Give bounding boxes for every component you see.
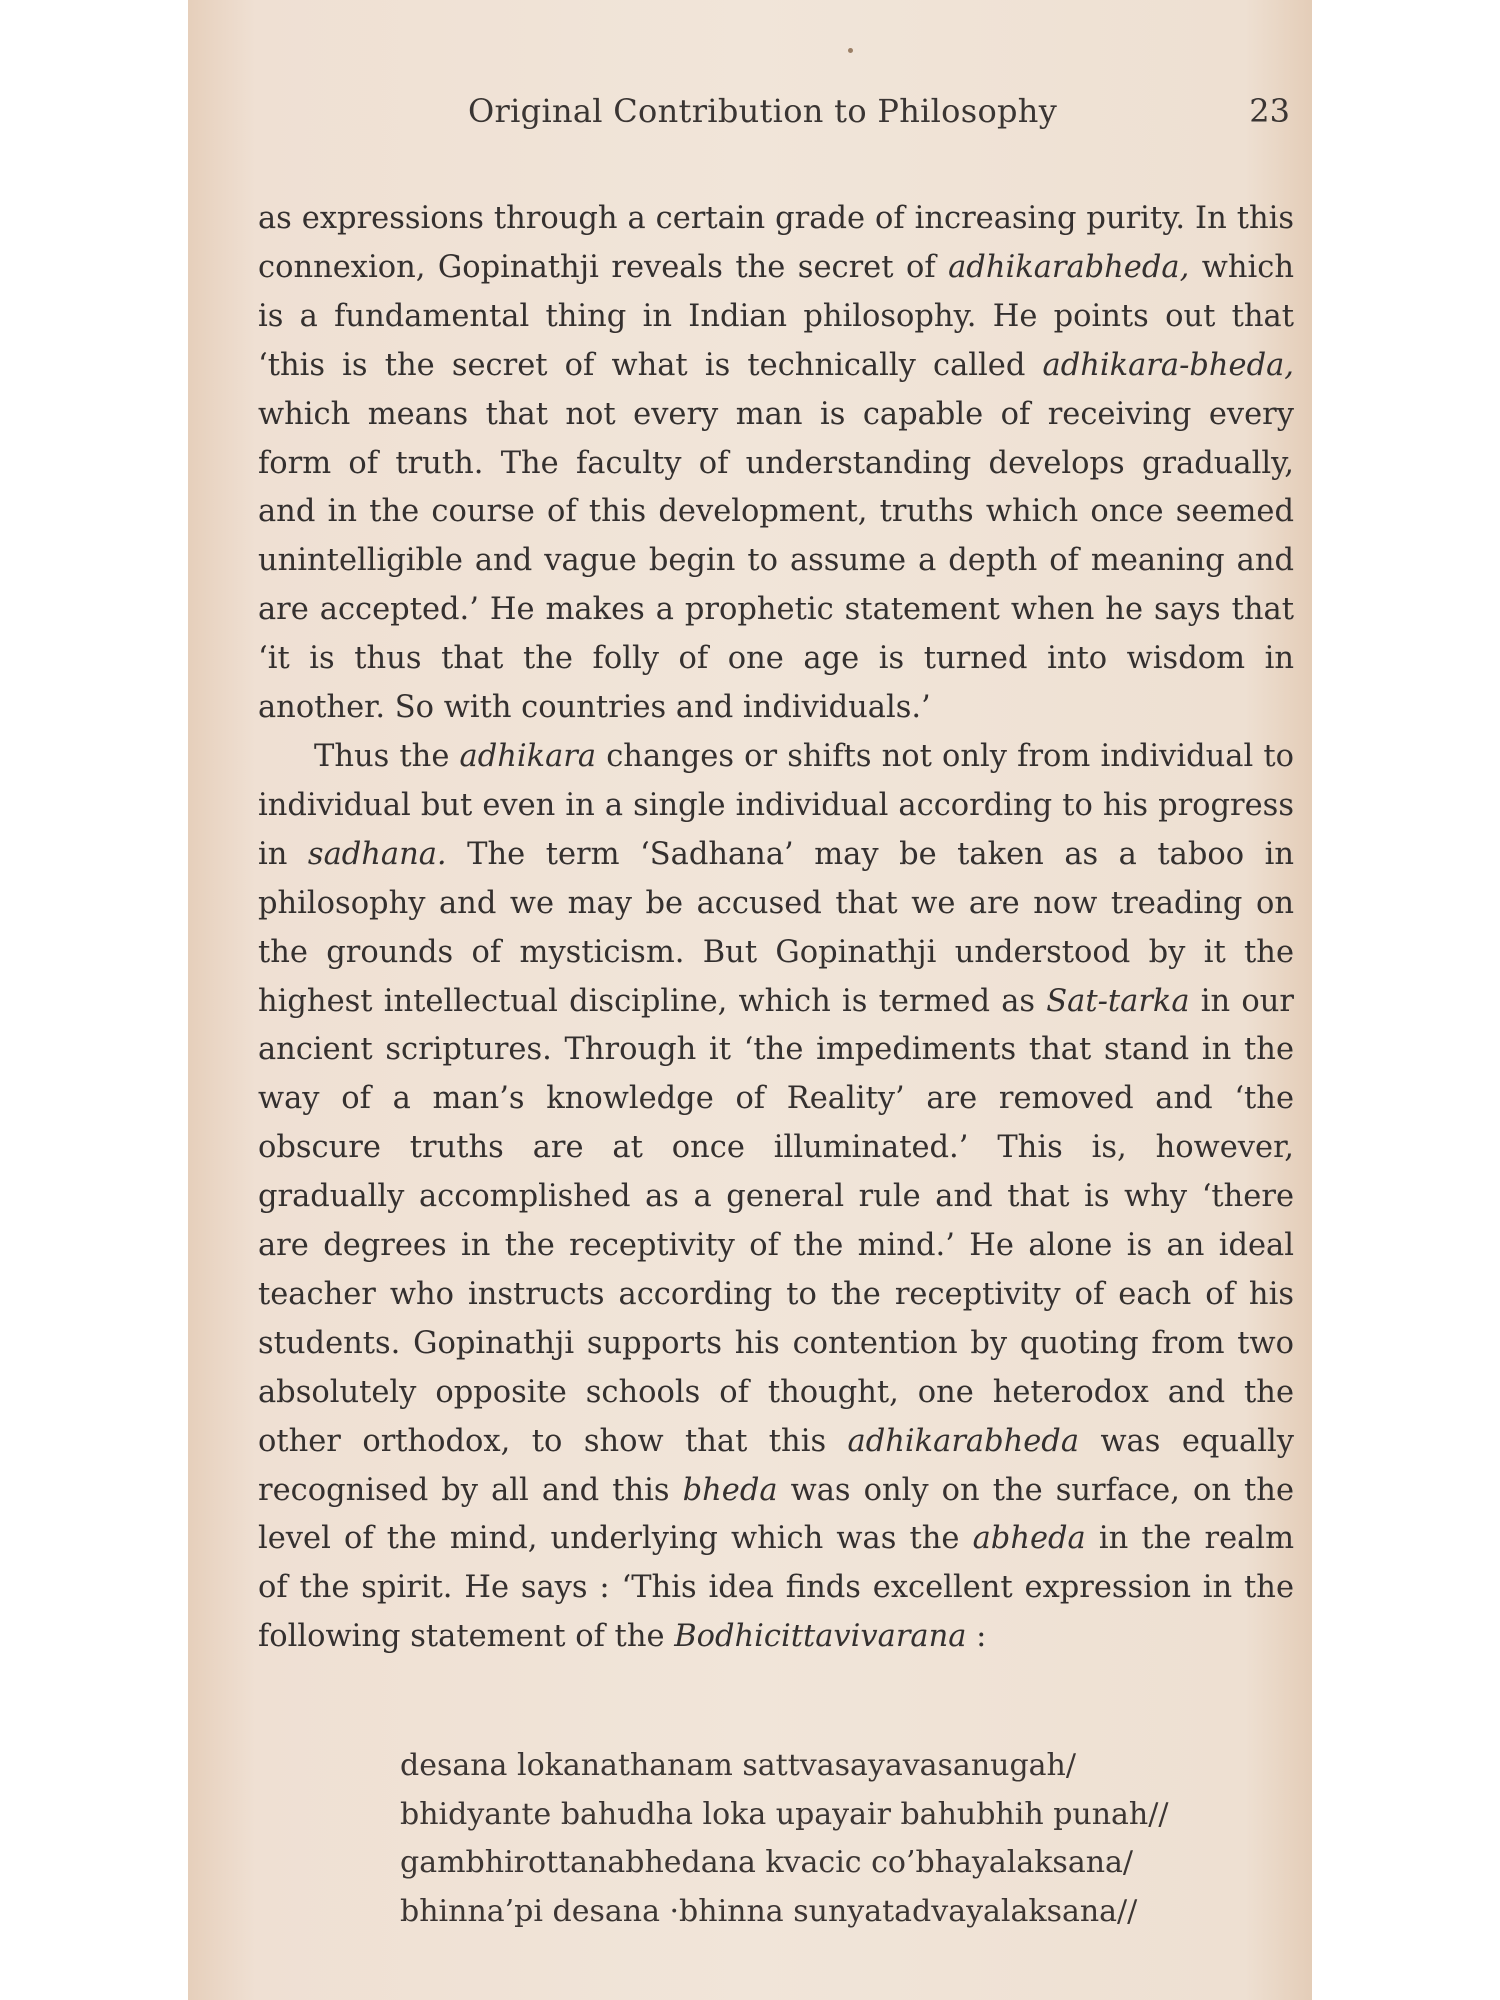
text-run: in the realm of the spirit. He says : ‘This idea finds excellent expression in the following statement of the [258, 1521, 1294, 1655]
page-header [188, 92, 1312, 136]
text-run: in our ancient scriptures. Through it ‘the impediments that stand in the way of a man’s knowledge of Reality’ are removed and ‘the obscure truths are at once illuminated.’ This is, however, gradually accomplished as a general rule and that is why ‘there are degrees in the receptivity of the mind.’ He alone is an ideal teacher who instructs according to the receptivity of each of his students. Gopinathji supports his contention by quoting from two absolutely opposite schools of thought, one heterodox and the other orthodox, to show that this [258, 983, 1294, 1459]
italic-term: adhikara-bheda, [1042, 347, 1294, 383]
text-run: : [966, 1619, 987, 1655]
paper-speck [848, 48, 853, 53]
paragraph-1 [258, 195, 1294, 733]
text-run: as expressions through a certain grade of increasing purity. In this connexion, Gopinathji reveals the secret of [258, 201, 1294, 285]
italic-term: sadhana. [307, 836, 447, 872]
italic-term: adhikara [459, 738, 597, 774]
body-text [258, 195, 1294, 1662]
text-run: changes or shifts not only from individual to individual but even in a single individual according to his progress in [258, 738, 1294, 872]
page-number: 23 [1249, 92, 1290, 130]
italic-term: bheda [682, 1472, 778, 1508]
text-run: The term ‘Sadhana’ may be taken as a taboo in philosophy and we may be accused that we are now treading on the grounds of mysticism. But Gopinathji understood by it the highest intellectual discipline, which is termed as [258, 836, 1294, 1019]
running-title: Original Contribution to Philosophy [468, 92, 1058, 130]
verse-line: gambhirottanabhedana kvacic co’bhayalaksana/ [400, 1845, 1134, 1880]
text-run: Thus the [314, 738, 460, 774]
text-run: was equally recognised by all and this [258, 1423, 1294, 1508]
verse-line: bhinna’pi desana ·bhinna sunyatadvayalaksana// [400, 1893, 1138, 1929]
text-run: which is a fundamental thing in Indian philosophy. He points out that ‘this is the secret of what is technically called [258, 249, 1294, 383]
italic-term: Sat-tarka [1046, 983, 1190, 1019]
italic-term: abheda [972, 1521, 1086, 1557]
book-page [188, 0, 1312, 2000]
verse-line: bhidyante bahudha loka upayair bahubhih punah// [400, 1796, 1169, 1832]
text-run: which means that not every man is capable of receiving every form of truth. The faculty of understanding develops gradually, and in the course of this development, truths which once seemed unintelligible and vague begin to assume a depth of meaning and are accepted.’ He makes a prophetic statement when he says that ‘it is thus that the folly of one age is turned into wisdom in another. So with countries and individuals.’ [258, 396, 1294, 726]
sanskrit-verse [400, 1742, 1260, 1936]
italic-term: adhikarabheda [847, 1423, 1080, 1459]
paragraph-2 [258, 733, 1294, 1662]
italic-term: Bodhicittavivarana [674, 1619, 967, 1655]
italic-term: adhikarabheda, [948, 249, 1190, 285]
text-run: was only on the surface, on the level of the mind, underlying which was the [258, 1472, 1294, 1557]
verse-line: desana lokanathanam sattvasayavasanugah/ [400, 1748, 1076, 1783]
